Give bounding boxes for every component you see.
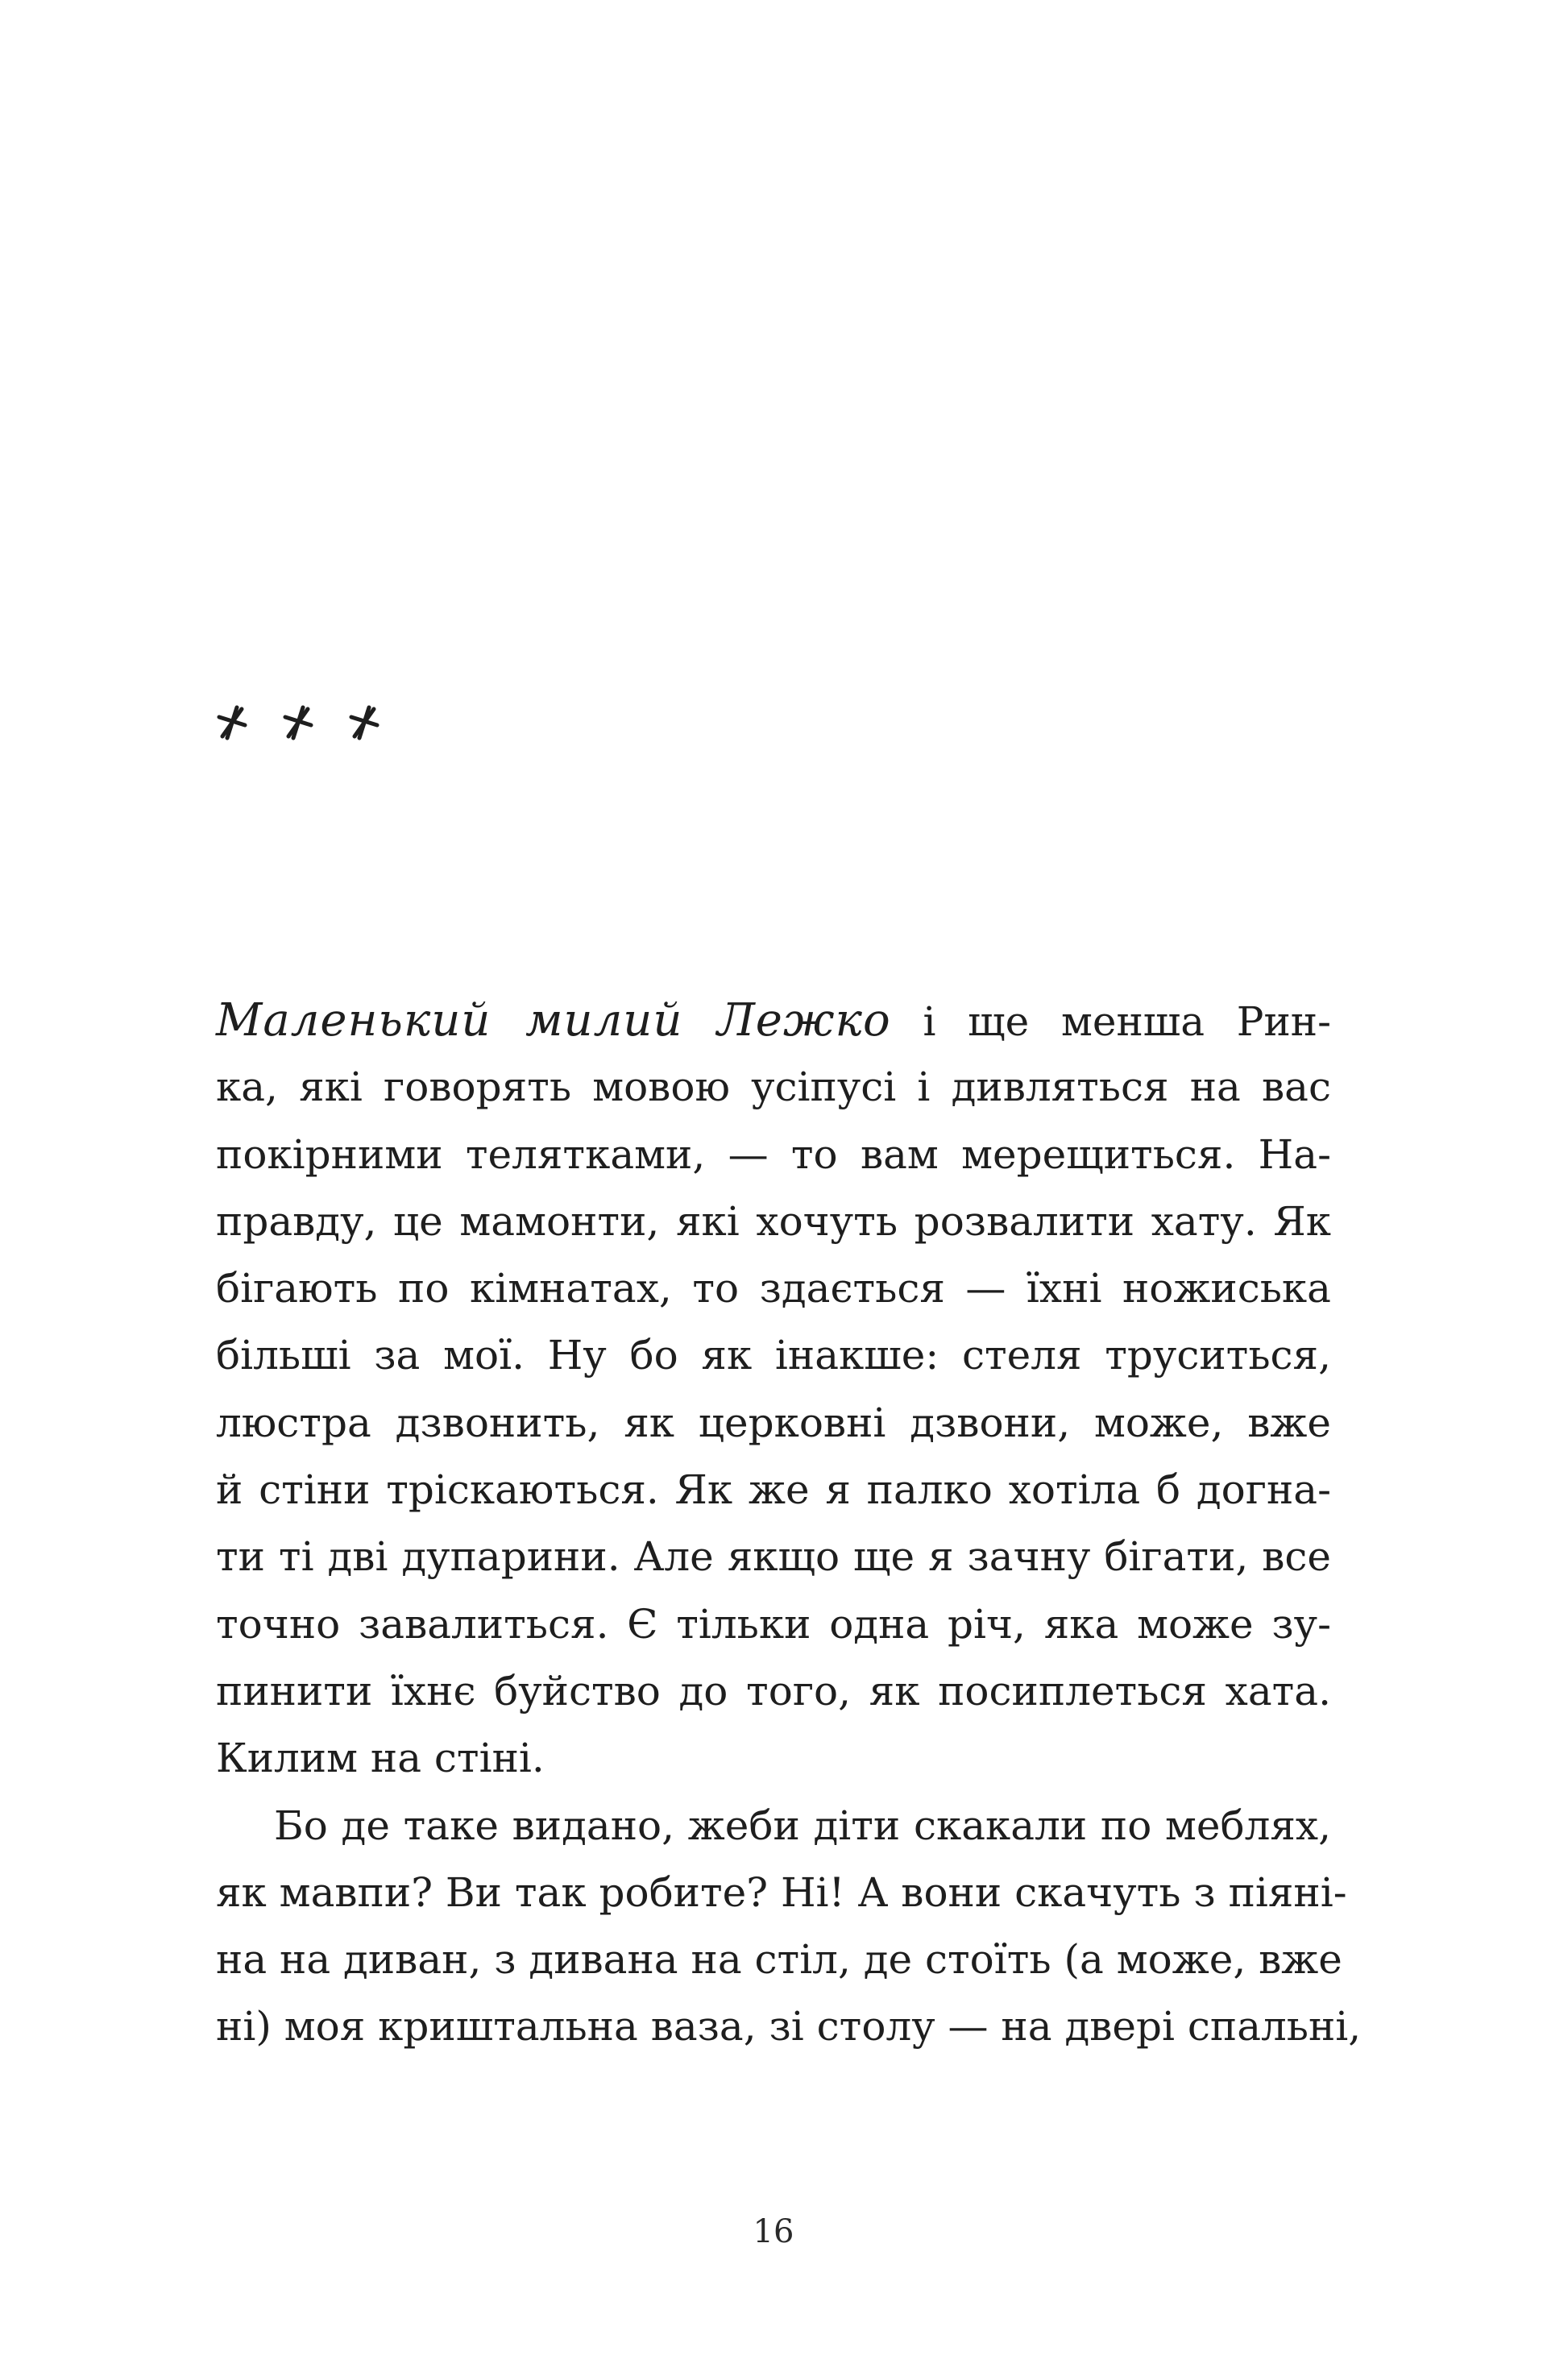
line-text: і ще менша Рин- (890, 998, 1331, 1045)
paragraph-line: Бо де таке видано, жеби діти скакали по меблях, (274, 1802, 1331, 1849)
paragraph-line: як мавпи? Ви так робите? Ні! А вони скачуть з піяні- (216, 1868, 1347, 1916)
paragraph-line: й стіни тріскаються. Як же я палко хотіла б догна- (216, 1466, 1331, 1514)
asterism-icon (216, 701, 393, 749)
paragraph-line: ти ті дві дупарини. Але якщо ще я зачну бігати, все (216, 1533, 1331, 1581)
paragraph-line: пинити їхнє буйство до того, як посиплеться хата. (216, 1667, 1331, 1715)
paragraph-line: ка, які говорять мовою усіпусі і дивляться на вас (216, 1064, 1331, 1111)
paragraph-line: люстра дзвонить, як церковні дзвони, може, вже (216, 1399, 1331, 1446)
paragraph-line: точно завалиться. Є тільки одна річ, яка може зу- (216, 1600, 1331, 1648)
paragraph-line: на на диван, з дивана на стіл, де стоїть (а може, вже (216, 1936, 1342, 1984)
paragraph-line: Килим на стіні. (216, 1735, 545, 1782)
section-divider (216, 701, 393, 749)
paragraph-line: правду, це мамонти, які хочуть розвалити хату. Як (216, 1197, 1331, 1245)
body-text (216, 987, 1362, 2061)
paragraph-line: бігають по кімнатах, то здається — їхні ножиська (216, 1265, 1331, 1312)
paragraph-line: ні) моя криштальна ваза, зі столу — на двері спальні, (216, 2003, 1362, 2050)
paragraph-line (216, 987, 1331, 1054)
page-number: 16 (753, 2213, 794, 2250)
handwritten-name: Маленький милий Лежко (216, 994, 891, 1047)
paragraph-line: більші за мої. Ну бо як інакше: стеля труситься, (216, 1332, 1331, 1379)
paragraph-line: покірними телятками, — то вам мерещиться. На- (216, 1130, 1331, 1178)
